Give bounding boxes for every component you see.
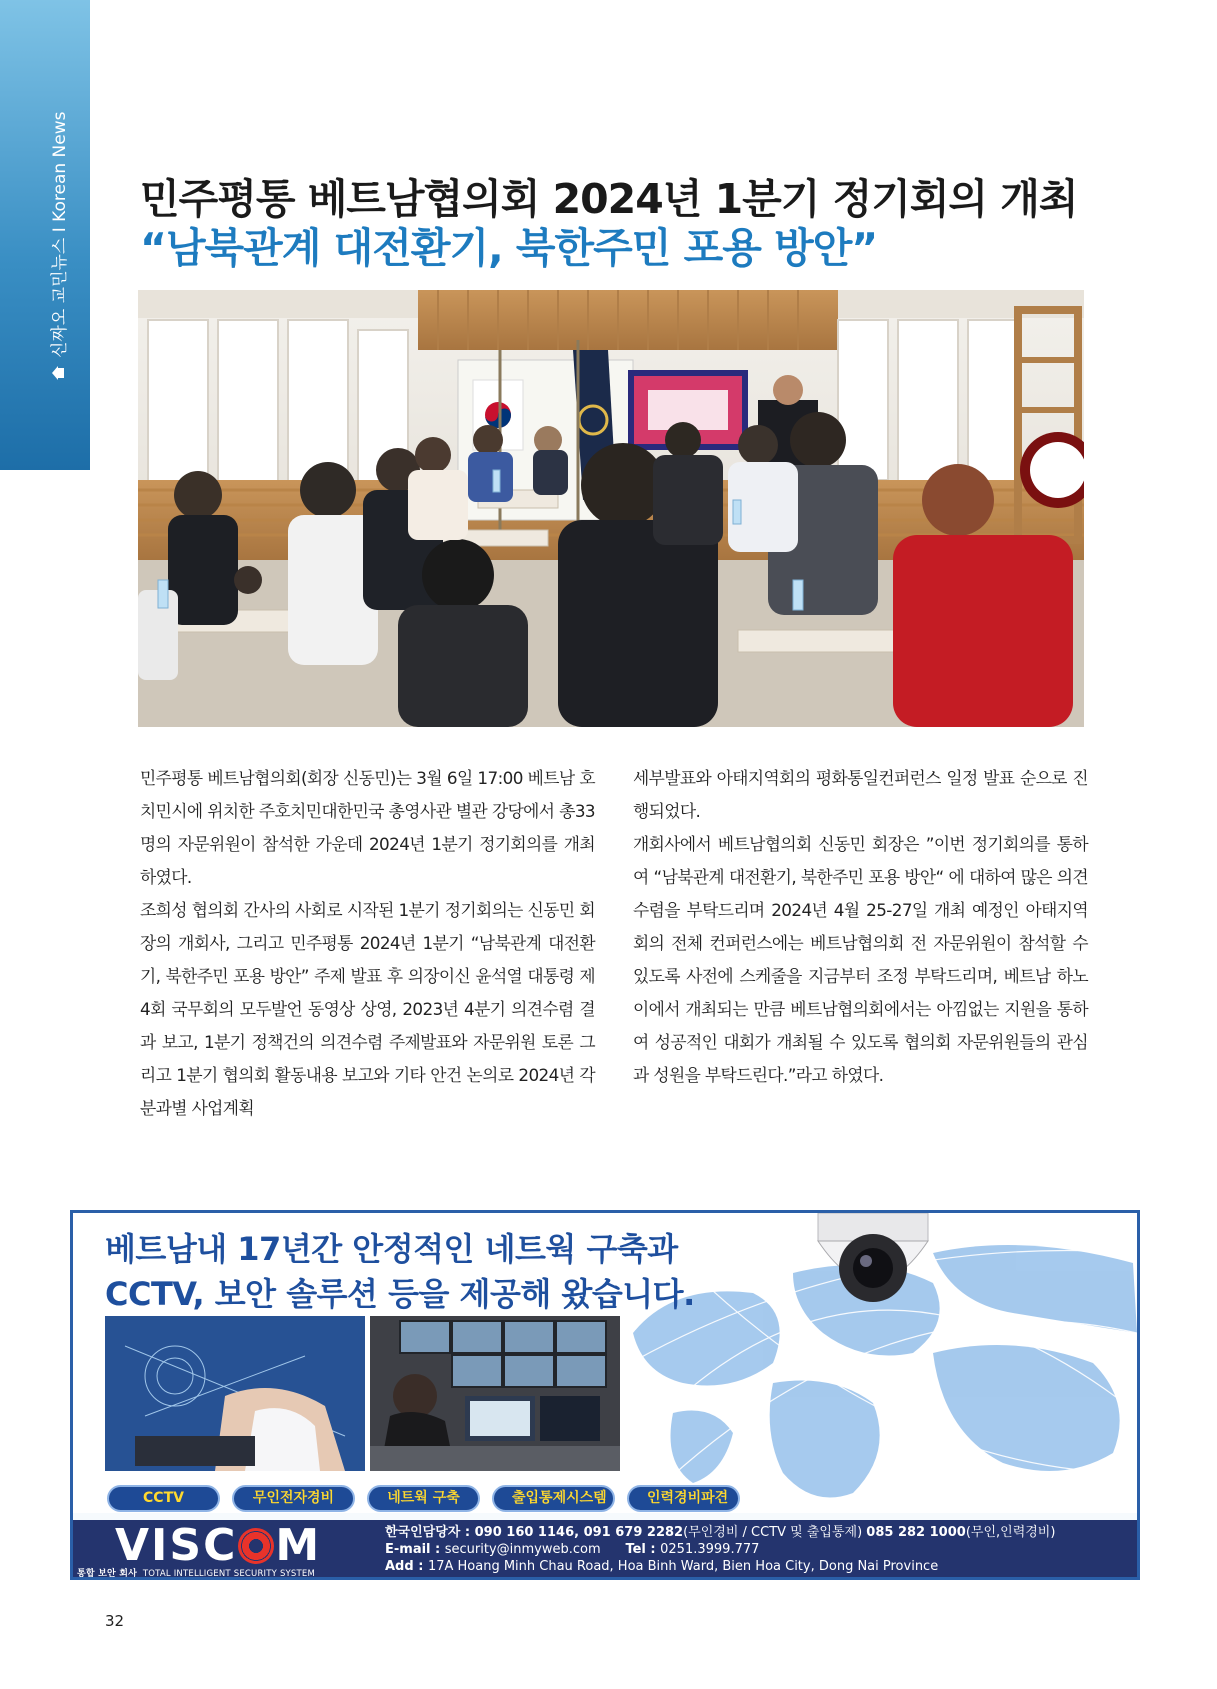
ad-contact-bar	[73, 1520, 1137, 1577]
article-paragraph: 개회사에서 베트남협의회 신동민 회장은 ”이번 정기회의를 통하여 “남북관계 대전환기, 북한주민 포용 방안“ 에 대하여 많은 의견수렴을 부탁드리며 2024년 4월 25-27일 개최 예정인 아태지역회의 전체 컨퍼런스에는 베트남협의회 전 자문위원이 참석할 수 있도록 사전에 스케줄을 지금부터 조정 부탁드리며, 베트남 하노이에서 개최되는 만큼 베트남협의회에서는 아낌없는 지원을 통하여 성공적인 대회가 개최될 수 있도록 협의회 자문위원들의 관심과 성원을 부탁드린다.”라고 하였다.	[633, 834, 1088, 1085]
viscom-advertisement	[70, 1210, 1140, 1580]
home-icon	[52, 366, 64, 380]
logo-target-icon	[238, 1528, 274, 1564]
article-subtitle: “남북관계 대전환기, 북한주민 포용 방안”	[140, 224, 878, 272]
address-text: 17A Hoang Minh Chau Road, Hoa Binh Ward, Bien Hoa City, Dong Nai Province	[427, 1559, 939, 1574]
ad-headline-line2: CCTV, 보안 솔루션 등을 제공해 왔습니다.	[105, 1275, 695, 1313]
article-paragraph: 민주평통 베트남협의회(회장 신동민)는 3월 6일 17:00 베트남 호치민시에 위치한 주호치민대한민국 총영사관 별관 강당에서 총33명의 자문위원이 참석한 가운데 2024년 1분기 정기회의를 개최하였다.	[140, 768, 595, 887]
section-label-text: 신짜오 교민뉴스 I Korean News	[50, 111, 70, 358]
tag-access-control: 출입통제시스템	[492, 1485, 615, 1512]
tag-guard-dispatch: 인력경비파견	[627, 1485, 740, 1512]
contact-note2: (무인,인력경비)	[965, 1525, 1056, 1540]
contact-phone-number2: 085 282 1000	[866, 1525, 966, 1540]
logo-text-right: M	[275, 1520, 322, 1571]
address-label: Add :	[385, 1559, 428, 1574]
logo-tagline	[77, 1566, 315, 1579]
service-tags	[107, 1485, 740, 1512]
tel-number: 0251.3999.777	[660, 1542, 760, 1557]
tag-network: 네트웍 구축	[367, 1485, 480, 1512]
tel-label: Tel :	[625, 1542, 661, 1557]
article-column-left	[140, 762, 595, 1125]
viscom-logo	[115, 1520, 322, 1571]
contact-phone-line	[385, 1524, 1055, 1541]
page-number: 32	[105, 1612, 125, 1630]
article-header	[140, 175, 1140, 273]
ad-network-image	[105, 1316, 365, 1471]
contact-phone-numbers: 090 160 1146, 091 679 2282	[474, 1525, 684, 1540]
logo-tagline-ko: 통합 보안 회사	[77, 1569, 138, 1579]
section-side-tab	[0, 0, 90, 470]
article-column-right	[633, 762, 1088, 1125]
contact-note: (무인경비 / CCTV 및 출입통제)	[683, 1525, 867, 1540]
tag-cctv: CCTV	[107, 1485, 220, 1512]
section-label	[45, 112, 70, 381]
meeting-photo	[138, 290, 1084, 727]
article-paragraph: 조희성 협의회 간사의 사회로 시작된 1분기 정기회의는 신동민 회장의 개회사, 그리고 민주평통 2024년 1분기 “남북관계 대전환기, 북한주민 포용 방안” 주제 발표 후 의장이신 윤석열 대통령 제4회 국무회의 모두발언 동영상 상영, 2023년 4분기 의견수렴 결과 보고, 1분기 정책건의 의견수렴 주제발표와 자문위원 토론 그리고 1분기 협의회 활동내용 보고와 기타 안건 논의로 2024년 각 분과별 사업계획	[140, 900, 595, 1118]
contact-info	[385, 1524, 1055, 1575]
logo-tagline-en: TOTAL INTELLIGENT SECURITY SYSTEM	[142, 1569, 316, 1579]
article-body	[140, 762, 1088, 1125]
contact-email-line	[385, 1541, 1055, 1558]
ad-control-room-image	[370, 1316, 620, 1471]
article-title: 민주평통 베트남협의회 2024년 1분기 정기회의 개최	[140, 175, 1078, 223]
contact-address-line	[385, 1558, 1055, 1575]
logo-text-left: VISC	[115, 1520, 238, 1571]
contact-label: 한국인담당자 :	[385, 1525, 475, 1540]
tag-unmanned-security: 무인전자경비	[232, 1485, 355, 1512]
article-paragraph: 세부발표와 아태지역회의 평화통일컨퍼런스 일정 발표 순으로 진행되었다.	[633, 768, 1088, 821]
ad-headline-line1: 베트남내 17년간 안정적인 네트웍 구축과	[105, 1230, 678, 1268]
meeting-photo-illustration	[138, 290, 1084, 727]
ad-headline	[105, 1227, 695, 1317]
email-label: E-mail :	[385, 1542, 445, 1557]
email-address: security@inmyweb.com	[444, 1542, 601, 1557]
